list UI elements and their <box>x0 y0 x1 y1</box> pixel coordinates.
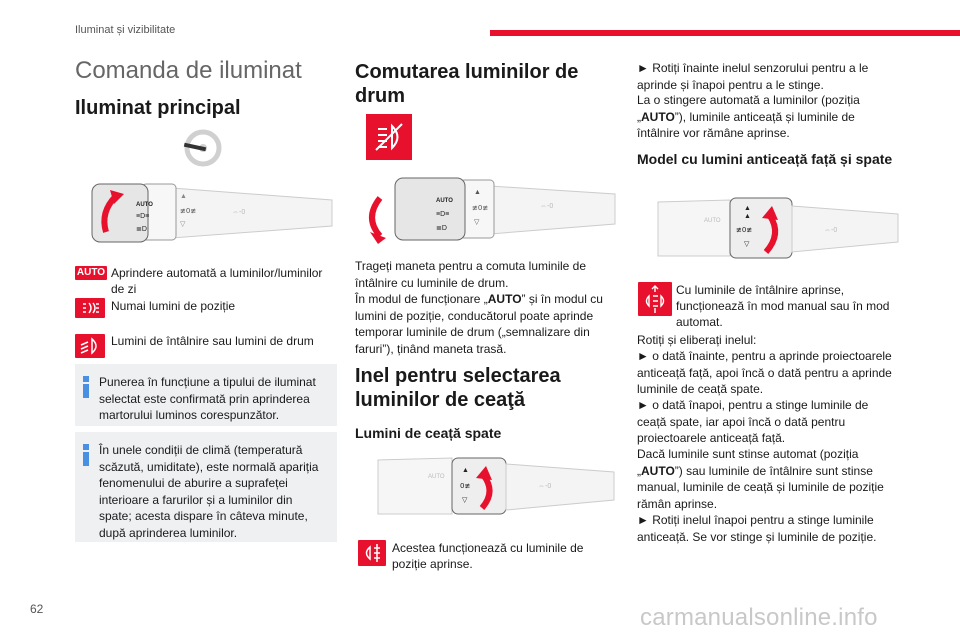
legend-position-text: Numai lumini de poziție <box>111 299 236 313</box>
svg-text:≡D≡: ≡D≡ <box>136 213 150 220</box>
running-header: Iluminat și vizibilitate <box>75 24 176 36</box>
auto-badge-icon <box>75 266 107 280</box>
info-text-fogging: În unele condiții de climă (temperatură scăzută, umiditate), este normală apariția fenomenului de aburire a suprafeței interioare a farurilor și a luminilor din spate; acesta dispare în câteva minute, după aprinderea luminilor. <box>99 443 319 540</box>
auto-badge-label: AUTO <box>76 267 106 278</box>
svg-text:AUTO: AUTO <box>436 198 453 204</box>
section-title-main-lighting: Iluminat principal <box>75 97 241 119</box>
fog-para-1: ► Rotiți înainte inelul senzorului pentru a le aprinde și înapoi pentru a le stinge. <box>637 61 869 92</box>
svg-text:≣D: ≣D <box>136 226 147 233</box>
info-text-confirmation: Punerea în funcțiune a tipului de iluminat selectat este confirmată prin aprinderea martorului luminos corespunzător. <box>99 375 316 422</box>
header-accent-bar <box>490 30 960 36</box>
text-run: ”) sau luminile de întâlnire sunt stinse manual, luminile de ceață și luminile de poziție rămân aprinse. <box>637 463 884 511</box>
info-box-confirmation <box>75 364 337 426</box>
rear-fog-stalk-illustration <box>368 452 616 520</box>
svg-text:▲: ▲ <box>744 213 751 220</box>
svg-text:▽: ▽ <box>180 221 186 228</box>
svg-text:AUTO: AUTO <box>428 474 445 480</box>
dipped-beam-icon <box>75 334 105 358</box>
svg-text:≢0≢: ≢0≢ <box>736 226 753 234</box>
svg-text:⇔-0: ⇔-0 <box>538 483 552 490</box>
main-beam-para-1: Trageți maneta pentru a comuta luminile de întâlnire cu luminile de drum. <box>355 259 587 290</box>
fog-para-6 <box>637 446 899 512</box>
steering-wheel-icon <box>178 128 224 168</box>
main-beam-para-2 <box>355 291 617 357</box>
svg-text:≢0≢: ≢0≢ <box>180 207 197 215</box>
svg-text:AUTO: AUTO <box>704 218 721 224</box>
svg-text:▽: ▽ <box>462 497 468 504</box>
svg-text:≢0≢: ≢0≢ <box>472 204 489 212</box>
legend-dipped-text: Lumini de întâlnire sau lumini de drum <box>111 334 314 348</box>
front-rear-fog-icon <box>638 282 672 316</box>
main-beam-icon <box>366 114 412 160</box>
text-run: Dacă luminile sunt stinse automat (poziția „ <box>637 447 859 478</box>
text-run: La o stingere automată a luminilor (poziția „ <box>637 93 860 124</box>
svg-text:▽: ▽ <box>744 241 750 248</box>
section-title-main-beam: Comutarea luminilor de drum <box>355 61 579 107</box>
fog-para-5: ► o dată înapoi, pentru a stinge luminile de ceață spate, iar apoi încă o dată pentru proiectoarele anticeață față. <box>637 398 869 445</box>
svg-text:⇔-0: ⇔-0 <box>540 203 554 210</box>
text-run-bold: AUTO <box>641 109 675 124</box>
legend-auto-text: Aprindere automată a luminilor/luminilor de zi <box>111 266 323 296</box>
subsection-rear-fog: Lumini de ceață spate <box>355 425 502 441</box>
fog-para-4: ► o dată înainte, pentru a aprinde proiectoarele anticeață față, apoi încă o dată pentru a aprinde luminile de ceață spate. <box>637 349 892 396</box>
info-box-fogging <box>75 432 337 542</box>
svg-text:▲: ▲ <box>180 193 187 200</box>
section-title-fog-ring: Inel pentru selectarea luminilor de ceaţă <box>355 365 561 411</box>
position-lights-icon <box>75 298 105 318</box>
text-run: În modul de funcționare „ <box>355 292 488 306</box>
text-run: ”), luminile anticeață și luminile de întâlnire vor rămâne aprinse. <box>637 109 855 140</box>
info-icon <box>83 376 89 396</box>
fog-para-2 <box>637 92 899 142</box>
svg-text:⇔-0: ⇔-0 <box>232 209 246 216</box>
main-beam-stalk-illustration <box>360 172 616 248</box>
legend-front-rear-fog-text: Cu luminile de întâlnire aprinse, funcționează în mod manual sau în mod automat. <box>676 283 890 329</box>
page-title: Comanda de iluminat <box>75 57 302 84</box>
text-run-bold: AUTO <box>487 292 522 306</box>
svg-text:▽: ▽ <box>474 219 480 226</box>
fog-para-3: Rotiți și eliberați inelul: <box>637 333 757 347</box>
svg-text:≡D≡: ≡D≡ <box>436 211 450 218</box>
svg-text:⇔-0: ⇔-0 <box>824 227 838 234</box>
svg-text:▲: ▲ <box>474 189 481 196</box>
subsection-front-rear-fog: Model cu lumini anticeață față și spate <box>637 151 893 167</box>
rear-fog-icon <box>358 540 386 566</box>
info-icon <box>83 444 89 464</box>
text-run: ” și în modul cu lumini de poziție, conducătorul poate aprinde temporar luminile de drum („semnalizare din faruri”), ținând maneta trasă. <box>355 292 603 356</box>
svg-text:≣D: ≣D <box>436 225 447 232</box>
watermark: carmanualsonline.info <box>640 604 878 631</box>
svg-text:▲: ▲ <box>462 467 469 474</box>
page-number: 62 <box>30 602 44 616</box>
svg-text:▲: ▲ <box>744 205 751 212</box>
svg-text:AUTO: AUTO <box>136 202 153 208</box>
legend-rear-fog-text: Acestea funcționează cu luminile de poziție aprinse. <box>392 541 584 571</box>
front-rear-fog-stalk-illustration <box>648 192 900 264</box>
fog-para-7: ► Rotiți inelul înapoi pentru a stinge luminile anticeață. Se vor stinge și luminile de poziție. <box>637 513 877 544</box>
text-run-bold: AUTO <box>641 463 675 478</box>
lighting-stalk-illustration <box>82 178 338 246</box>
svg-text:0≢: 0≢ <box>460 482 471 490</box>
